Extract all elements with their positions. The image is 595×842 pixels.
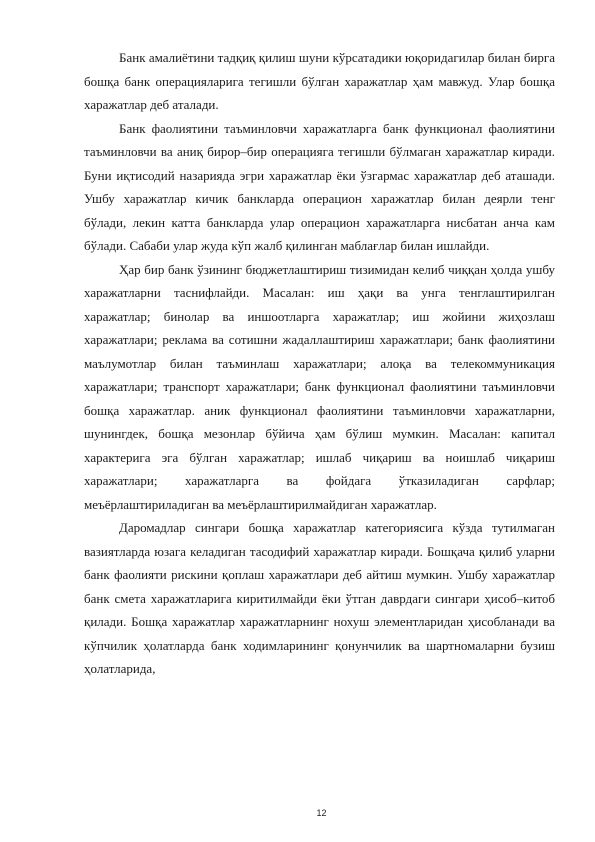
- page-number: 12: [316, 808, 327, 818]
- paragraph-3: Ҳар бир банк ўзининг бюджетлаштириш тизимидан келиб чиққан ҳолда ушбу харажатларни таснифлайди. Масалан: иш ҳақи ва унга тенглаштирилган харажатлар; бинолар ва иншоотларга харажатлар; иш жойини жиҳозлаш харажатлари; реклама ва сотишни жадаллаштириш харажатлари; банк фаолиятини маълумотлар билан таъминлаш харажатлари; алоқа ва телекоммуникация харажатлари; транспорт харажатлари; банк функционал фаолиятини таъминловчи бошқа харажатлар. аник функционал фаолиятини таъминловчи харажатларни, шунингдек, бошқа мезонлар бўйича ҳам бўлиш мумкин. Масалан: капитал характерига эга бўлган харажатлар; ишлаб чиқариш ва ноишлаб чиқариш харажатлари; харажатларга ва фойдага ўтказиладиган сарфлар; меъёрлаштириладиган ва меъёрлаштирилмайдиган харажатлар.: [84, 261, 555, 512]
- body-text: [84, 46, 555, 681]
- paragraph-4: Даромадлар сингари бошқа харажатлар категориясига кўзда тутилмаган вазиятларда юзага келадиган тасодифий харажатлар киради. Бошқача қилиб уларни банк фаолияти рискини қоплаш харажатлари деб айтиш мумкин. Ушбу харажатлар банк смета харажатларига киритилмайди ёки ўтган даврдаги сингари ҳисоб–китоб қилади. Бошқа харажатлар харажатларнинг нохуш элементларидан ҳисобланади ва кўпчилик ҳолатларда банк ходимларининг қонунчилик ва шартномаларни бузиш ҳолатларида,: [84, 520, 555, 676]
- paragraph-1: Банк амалиётини тадқиқ қилиш шуни кўрсатадики юқоридагилар билан бирга бошқа банк операцияларига тегишли бўлган харажатлар ҳам мавжуд. Улар бошқа харажатлар деб аталади.: [84, 50, 555, 112]
- paragraph-2: Банк фаолиятини таъминловчи харажатларга банк функционал фаолиятини таъминловчи ва аниқ бирор–бир операцияга тегишли бўлмаган харажатлар киради. Буни иқтисодий назарияда эгри харажатлар ёки ўзгармас харажатлар деб аташади. Ушбу харажатлар кичик банкларда операцион харажатлар билан деярли тенг бўлади, лекин катта банкларда улар операцион харажатларга нисбатан анча кам бўлади. Сабаби улар жуда кўп жалб қилинган маблағлар билан ишлайди.: [84, 120, 555, 253]
